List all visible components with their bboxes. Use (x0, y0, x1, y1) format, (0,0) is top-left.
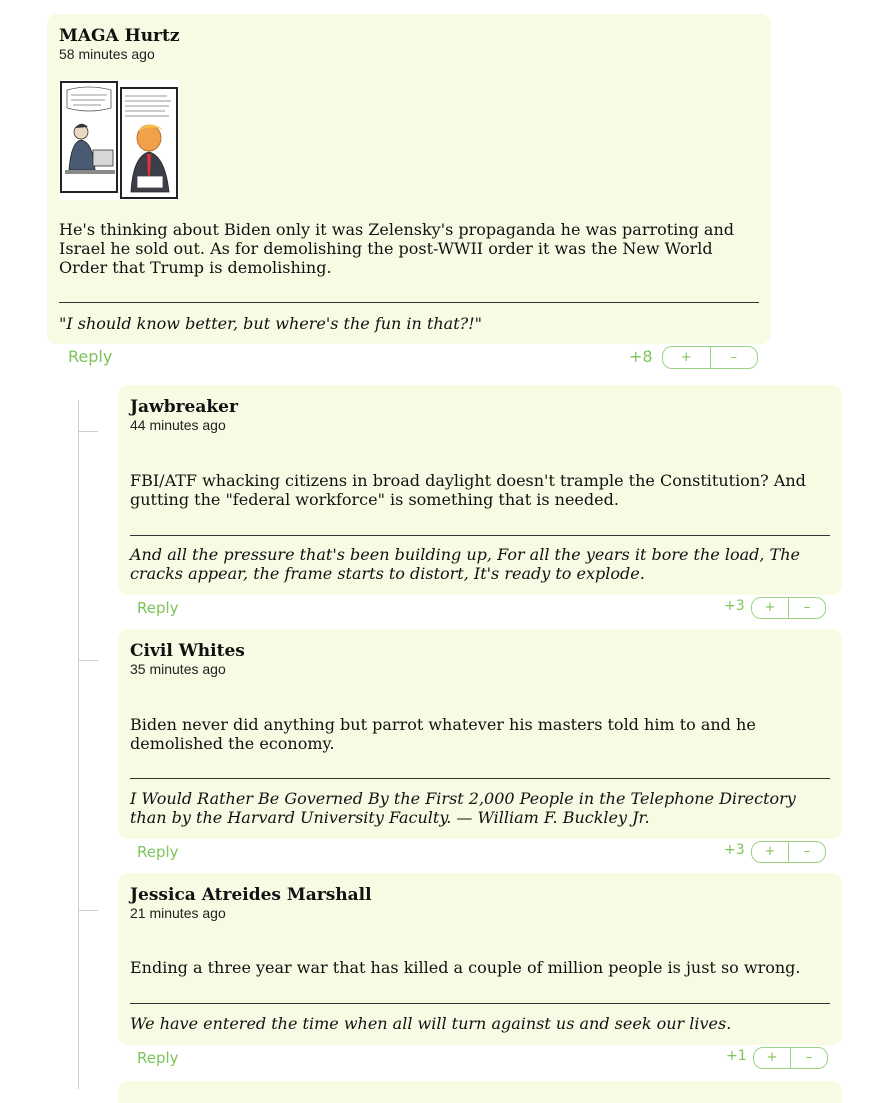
downvote-button[interactable]: – (790, 1048, 827, 1068)
signature-divider (130, 1003, 830, 1004)
signature-divider (59, 302, 759, 303)
comment-signature: "I should know better, but where's the fun in that?!" (59, 314, 483, 333)
vote-controls (751, 597, 826, 619)
upvote-button[interactable]: + (764, 600, 776, 615)
reply-button[interactable]: Reply (137, 599, 179, 617)
comment-author[interactable]: Jessica Atreides Marshall (130, 885, 372, 905)
comment-timestamp[interactable]: 35 minutes ago (130, 661, 226, 677)
reply-thread-line (78, 400, 79, 1089)
comment-card (118, 385, 842, 595)
reply-button[interactable]: Reply (68, 347, 113, 366)
vote-controls (753, 1047, 828, 1069)
downvote-button[interactable]: – (788, 842, 825, 862)
reply-connector (78, 431, 98, 432)
upvote-button[interactable]: + (764, 844, 776, 859)
vote-controls (751, 841, 826, 863)
comment-author[interactable]: Jawbreaker (130, 397, 238, 417)
signature-divider (130, 535, 830, 536)
comment-card (118, 629, 842, 839)
comment-card-next (118, 1081, 842, 1103)
comment-timestamp[interactable]: 44 minutes ago (130, 417, 226, 433)
cartoon-illustration (59, 80, 179, 200)
reply-connector (78, 660, 98, 661)
comment-author[interactable]: Civil Whites (130, 641, 245, 661)
comment-signature: We have entered the time when all will turn against us and seek our lives. (130, 1014, 732, 1033)
comment-image-cartoon[interactable] (59, 80, 179, 200)
comment-signature: And all the pressure that's been building up, For all the years it bore the load, The cracks appear, the frame starts to distort, It's ready to explode. (130, 545, 800, 583)
reply-button[interactable]: Reply (137, 843, 179, 861)
signature-divider (130, 778, 830, 779)
upvote-button[interactable]: + (680, 350, 692, 365)
vote-controls (662, 346, 758, 369)
comment-body: Biden never did anything but parrot whatever his masters told him to and he demolished the economy. (130, 715, 756, 753)
comment-body: Ending a three year war that has killed a couple of million people is just so wrong. (130, 958, 801, 977)
comment-signature: I Would Rather Be Governed By the First 2,000 People in the Telephone Directory than by the Harvard University Faculty. — William F. Buckley Jr. (130, 789, 796, 827)
vote-score: +1 (726, 1048, 747, 1064)
downvote-button[interactable]: – (710, 347, 758, 368)
comment-timestamp[interactable]: 58 minutes ago (59, 46, 155, 62)
comment-author[interactable]: MAGA Hurtz (59, 26, 180, 46)
vote-score: +8 (629, 347, 653, 366)
comment-card (118, 873, 842, 1045)
comment-body: FBI/ATF whacking citizens in broad daylight doesn't trample the Constitution? And gutting the "federal workforce" is something that is needed. (130, 471, 806, 509)
reply-connector (78, 910, 98, 911)
comment-card (47, 14, 771, 344)
upvote-button[interactable]: + (766, 1050, 778, 1065)
downvote-button[interactable]: – (788, 598, 825, 618)
reply-button[interactable]: Reply (137, 1049, 179, 1067)
vote-score: +3 (724, 842, 745, 858)
comment-timestamp[interactable]: 21 minutes ago (130, 905, 226, 921)
comment-body: He's thinking about Biden only it was Zelensky's propaganda he was parroting and Israel he sold out. As for demolishing the post-WWII order it was the New World Order that Trump is demolishing. (59, 220, 735, 277)
vote-score: +3 (724, 598, 745, 614)
